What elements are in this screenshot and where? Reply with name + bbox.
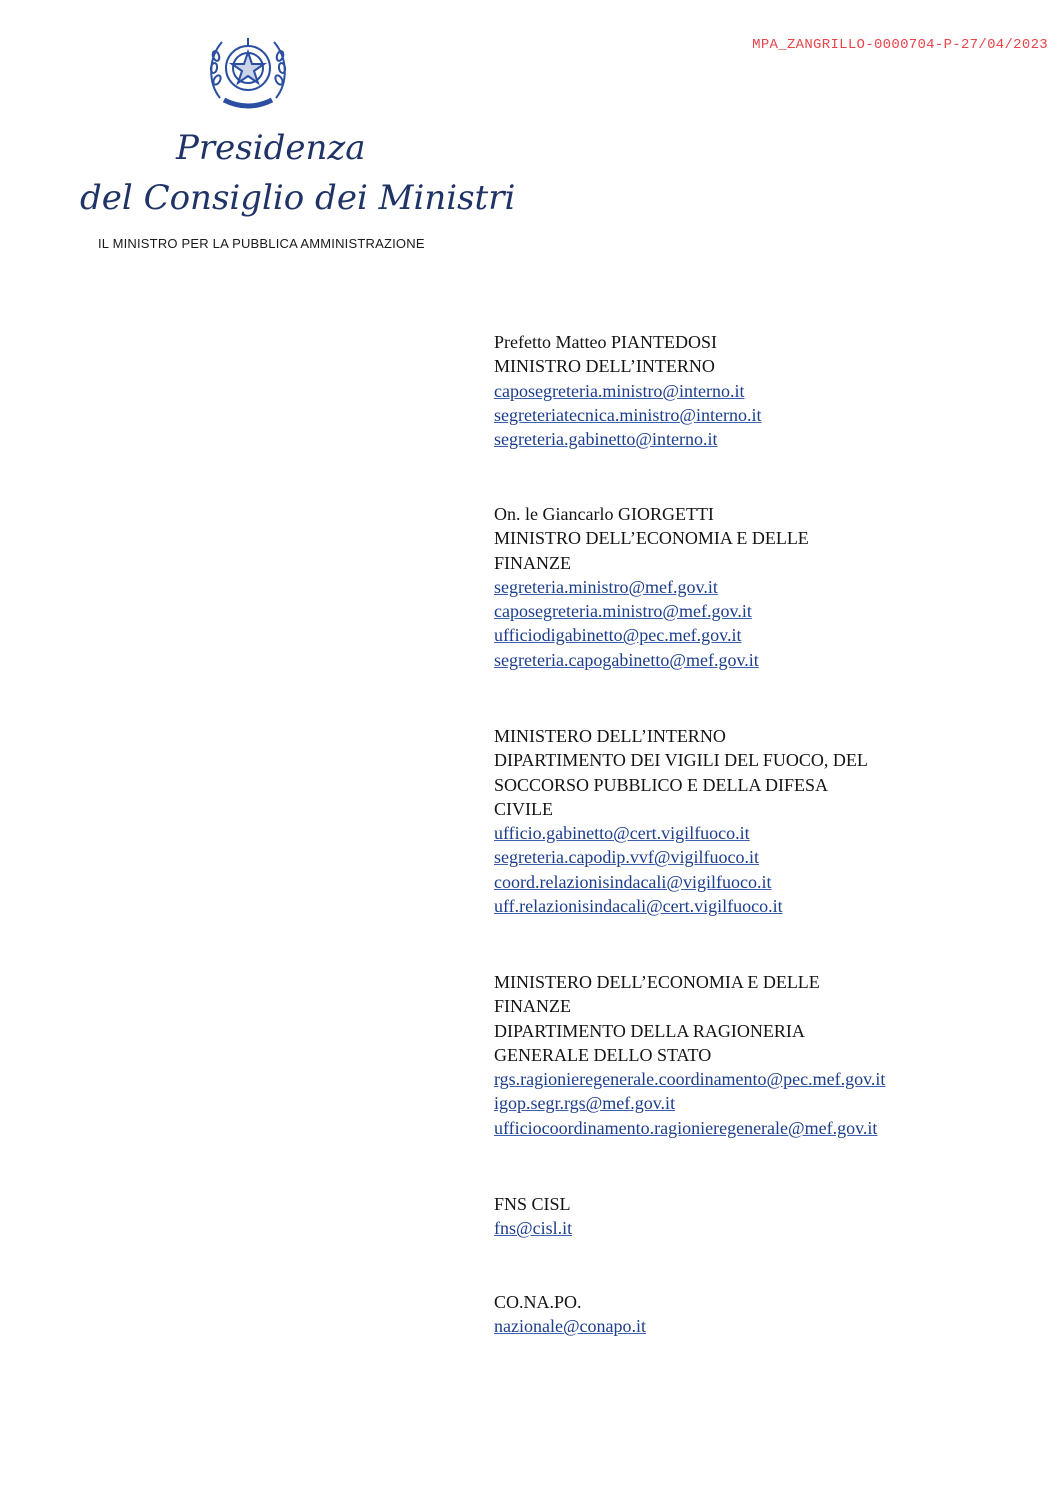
recipient-block-vigili-del-fuoco	[494, 724, 1014, 918]
recipient-line: FINANZE	[494, 552, 571, 573]
email-link[interactable]: caposegreteria.ministro@interno.it	[494, 380, 745, 401]
recipient-line: FINANZE	[494, 996, 571, 1017]
email-link[interactable]: uff.relazionisindacali@cert.vigilfuoco.it	[494, 896, 783, 917]
recipient-line: DIPARTIMENTO DELLA RAGIONERIA	[494, 1020, 805, 1041]
email-link[interactable]: ufficiocoordinamento.ragionieregenerale@mef.gov.it	[494, 1117, 878, 1138]
recipient-block-ragioneria	[494, 970, 1014, 1140]
recipient-line: MINISTERO DELL’INTERNO	[494, 726, 726, 746]
email-link[interactable]: segreteria.capodip.vvf@vigilfuoco.it	[494, 847, 759, 868]
recipient-line: CO.NA.PO.	[494, 1292, 582, 1312]
recipient-block-giorgetti	[494, 502, 1014, 672]
recipient-line: MINISTRO DELL’INTERNO	[494, 356, 715, 377]
italian-republic-emblem-icon	[200, 28, 296, 116]
recipient-line: MINISTERO DELL’ECONOMIA E DELLE	[494, 972, 820, 992]
protocol-number: MPA_ZANGRILLO-0000704-P-27/04/2023	[752, 37, 1048, 53]
recipient-line: MINISTRO DELL’ECONOMIA E DELLE	[494, 528, 809, 549]
email-link[interactable]: igop.segr.rgs@mef.gov.it	[494, 1093, 676, 1114]
brand-presidenza: Presidenza	[176, 128, 366, 168]
email-link[interactable]: fns@cisl.it	[494, 1218, 573, 1239]
recipient-line: On. le Giancarlo GIORGETTI	[494, 504, 714, 524]
email-link[interactable]: segreteriatecnica.ministro@interno.it	[494, 404, 762, 425]
email-link[interactable]: ufficio.gabinetto@cert.vigilfuoco.it	[494, 823, 750, 844]
email-link[interactable]: nazionale@conapo.it	[494, 1316, 647, 1337]
recipient-block-conapo	[494, 1290, 1014, 1339]
email-link[interactable]: coord.relazionisindacali@vigilfuoco.it	[494, 871, 772, 892]
ministro-subtitle: IL MINISTRO PER LA PUBBLICA AMMINISTRAZIONE	[98, 236, 425, 251]
recipient-block-fns-cisl	[494, 1192, 1014, 1241]
email-link[interactable]: rgs.ragionieregenerale.coordinamento@pec.mef.gov.it	[494, 1069, 886, 1090]
email-link[interactable]: segreteria.ministro@mef.gov.it	[494, 576, 718, 597]
email-link[interactable]: segreteria.gabinetto@interno.it	[494, 429, 718, 450]
recipient-line: SOCCORSO PUBBLICO E DELLA DIFESA	[494, 774, 829, 795]
recipient-line: GENERALE DELLO STATO	[494, 1044, 712, 1065]
email-link[interactable]: ufficiodigabinetto@pec.mef.gov.it	[494, 625, 742, 646]
brand-consiglio-dei-ministri: del Consiglio dei Ministri	[80, 178, 516, 218]
email-link[interactable]: caposegreteria.ministro@mef.gov.it	[494, 601, 752, 622]
recipient-line: Prefetto Matteo PIANTEDOSI	[494, 332, 717, 352]
recipient-line: FNS CISL	[494, 1194, 571, 1214]
recipient-line: DIPARTIMENTO DEI VIGILI DEL FUOCO, DEL	[494, 750, 868, 771]
recipient-block-piantedosi	[494, 330, 1014, 451]
email-link[interactable]: segreteria.capogabinetto@mef.gov.it	[494, 649, 759, 670]
recipient-line: CIVILE	[494, 798, 553, 819]
